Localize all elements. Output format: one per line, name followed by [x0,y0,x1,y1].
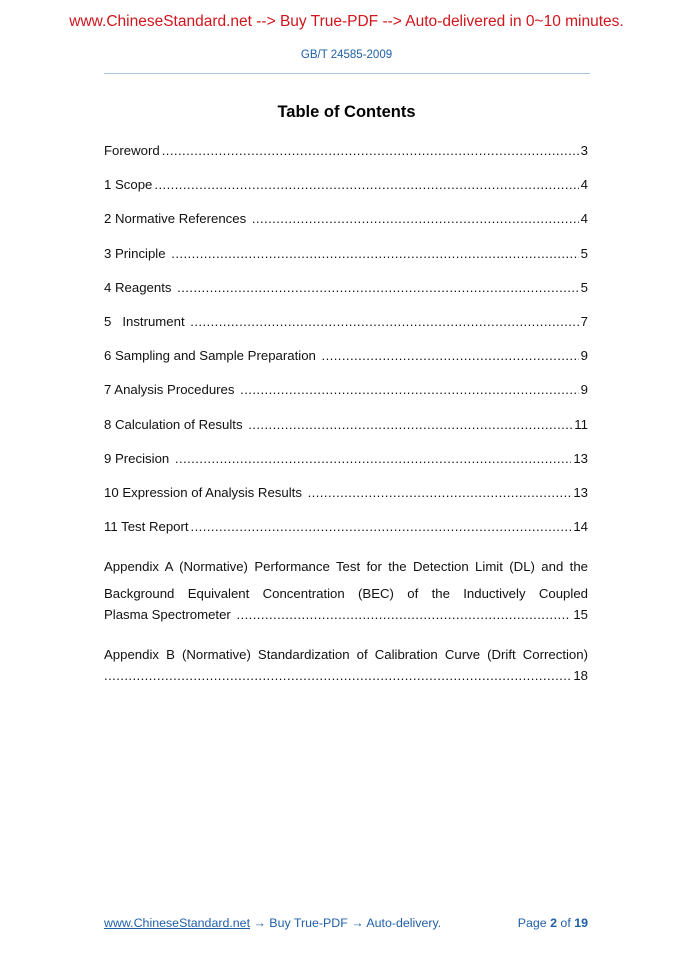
leader-dots [248,417,572,432]
header-divider [104,73,590,74]
toc-entry-page: 14 [573,519,588,535]
toc-entry-scope[interactable] [104,177,588,211]
leader-dots [162,143,579,158]
toc-entry-label: 11 Test Report [104,519,189,535]
toc-title: Table of Contents [277,103,416,121]
leader-dots [177,280,579,295]
toc-entry-normative-references[interactable] [104,211,588,245]
toc-entry-page: 3 [580,143,588,158]
page-footer [104,916,588,930]
appendix-a-line-3: Plasma Spectrometer [104,607,235,623]
toc-entry-label: 4 Reagents [104,279,176,295]
leader-dots [240,382,579,397]
toc-entry-page: 4 [580,177,588,193]
toc-entry-label: 9 Precision [104,450,173,466]
table-of-contents [104,143,588,702]
toc-entry-page: 5 [580,245,588,261]
toc-entry-expression[interactable] [104,485,588,519]
page-prefix: Page [517,916,551,930]
toc-entry-page: 7 [580,313,588,329]
toc-entry-page: 9 [580,348,588,364]
toc-entry-reagents[interactable] [104,280,588,314]
toc-entry-label: 6 Sampling and Sample Preparation [104,348,320,364]
leader-dots [190,314,578,329]
toc-entry-principle[interactable] [104,246,588,280]
toc-entry-page: 13 [573,484,588,500]
toc-entry-label: 5 Instrument [104,313,189,329]
toc-entry-page: 15 [573,607,588,623]
toc-entry-page: 13 [573,450,588,466]
page-total: 19 [574,916,588,930]
page-of: of [556,916,575,930]
toc-entry-page: 11 [574,416,588,432]
toc-entry-analysis-procedures[interactable] [104,382,588,416]
leader-dots [154,177,578,192]
toc-entry-appendix-a[interactable] [104,553,588,635]
page-indicator [518,916,588,930]
appendix-a-line-2: Background Equivalent Concentration (BEC) of the Inductively Coupled [104,586,588,602]
toc-entry-label: 3 Principle [104,245,170,261]
leader-dots [171,246,578,261]
toc-entry-label: 2 Normative References [104,211,250,227]
toc-entry-appendix-b[interactable] [104,641,588,696]
toc-entry-page: 4 [580,211,588,227]
leader-dots [175,451,571,466]
toc-entry-label: 1 Scope [104,177,153,193]
document-number: GB/T 24585-2009 [300,49,393,61]
toc-entry-foreword[interactable] [104,143,588,177]
toc-entry-label: 10 Expression of Analysis Results [104,484,306,500]
leader-dots [236,607,571,622]
appendix-b-line-1: Appendix B (Normative) Standardization of Calibration Curve (Drift Correction) [104,647,588,663]
leader-dots [308,485,572,500]
toc-entry-label: Foreword [104,143,160,158]
appendix-a-line-1: Appendix A (Normative) Performance Test for the Detection Limit (DL) and the [104,559,588,575]
top-banner-link[interactable]: www.ChineseStandard.net --> Buy True-PDF --> Auto-delivered in 0~10 minutes. [69,13,624,30]
toc-entry-page: 9 [580,382,588,398]
footer-promo [104,916,441,930]
toc-entry-label: 7 Analysis Procedures [104,382,239,398]
leader-dots [104,668,571,683]
footer-site-link[interactable]: www.ChineseStandard.net [104,916,251,930]
toc-entry-calculation[interactable] [104,417,588,451]
toc-entry-instrument[interactable] [104,314,588,348]
toc-entry-test-report[interactable] [104,519,588,553]
leader-dots [252,211,579,226]
leader-dots [191,519,572,534]
footer-promo-text: → Buy True-PDF → Auto-delivery. [250,916,442,930]
leader-dots [322,348,579,363]
page-current: 2 [550,916,557,930]
toc-entry-sampling[interactable] [104,348,588,382]
toc-entry-page: 18 [573,668,588,684]
toc-entry-label: 8 Calculation of Results [104,416,247,432]
toc-entry-precision[interactable] [104,451,588,485]
toc-entry-page: 5 [580,279,588,295]
